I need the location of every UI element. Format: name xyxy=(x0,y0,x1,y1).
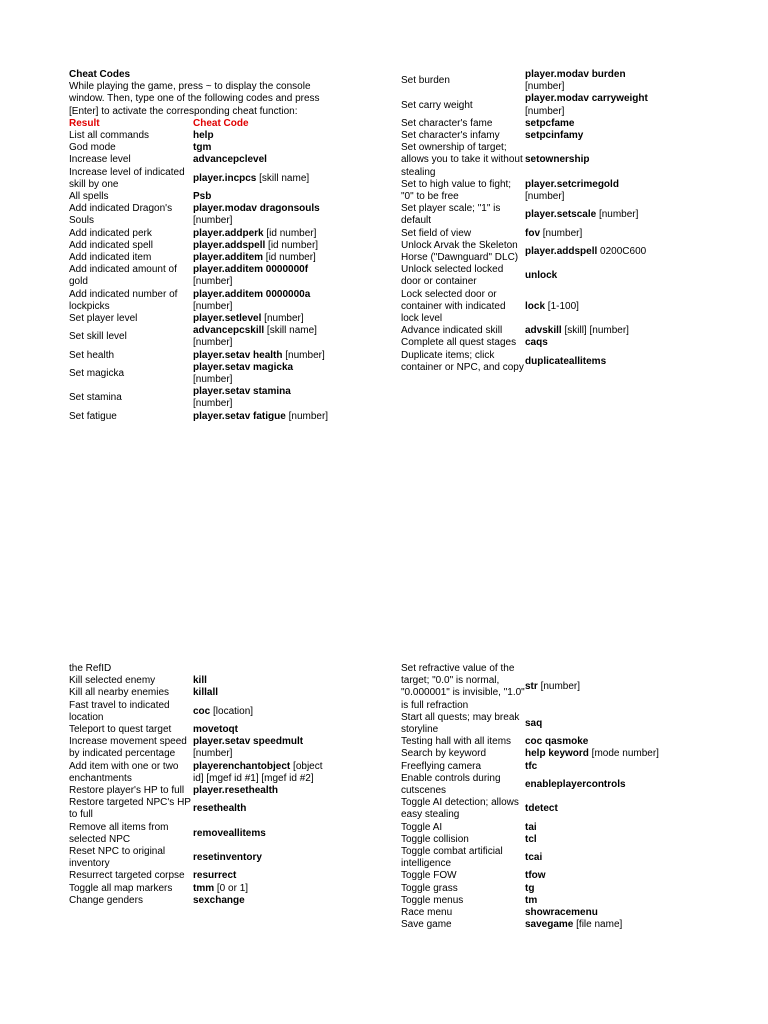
code-command: duplicateallitems xyxy=(525,355,607,367)
table-row xyxy=(401,797,701,821)
result-cell: Add indicated perk xyxy=(69,227,152,239)
table-row xyxy=(401,130,701,142)
code-cell xyxy=(525,209,660,221)
table-row xyxy=(401,761,701,773)
table-row xyxy=(69,870,369,882)
code-cell xyxy=(193,675,333,687)
cheat-table-col3 xyxy=(69,663,369,907)
code-argument: [skill name] xyxy=(256,172,310,184)
code-command: advancepclevel xyxy=(193,154,267,166)
code-cell xyxy=(525,822,660,834)
result-cell: Duplicate items; click container or NPC, and copy xyxy=(401,349,524,373)
code-argument: [number] xyxy=(285,410,329,422)
result-cell: Add indicated item xyxy=(69,252,152,264)
code-command: tfow xyxy=(525,870,546,882)
result-cell: the RefID xyxy=(69,663,112,674)
table-header xyxy=(69,118,369,130)
code-cell xyxy=(193,154,333,166)
code-command: player.resethealth xyxy=(193,785,279,797)
result-cell: Resurrect targeted corpse xyxy=(69,870,185,882)
code-argument: [number] xyxy=(525,81,565,93)
result-cell: Add indicated spell xyxy=(69,239,153,251)
result-cell: Set fatigue xyxy=(69,410,117,422)
result-cell: Add indicated amount of gold xyxy=(69,264,177,288)
table-row xyxy=(401,712,701,736)
code-cell xyxy=(525,337,660,349)
table-row xyxy=(401,822,701,834)
code-argument: [number] xyxy=(282,349,325,361)
table-row xyxy=(401,93,701,117)
code-command: tfc xyxy=(525,760,538,772)
code-cell xyxy=(525,919,660,931)
code-cell xyxy=(193,240,333,252)
table-row xyxy=(69,895,369,907)
code-cell xyxy=(193,203,333,227)
result-cell: Set refractive value of the target; "0.0" is normal, "0.000001" is invisible, "1.0" is full refraction xyxy=(401,663,525,711)
code-command: player.modav carryweight xyxy=(525,93,648,105)
code-command: setpcinfamy xyxy=(525,130,584,142)
result-cell: Unlock Arvak the Skeleton Horse ("Dawnguard" DLC) xyxy=(401,239,519,264)
table-row xyxy=(401,773,701,797)
result-cell: Start all quests; may break storyline xyxy=(401,711,520,736)
result-cell: Toggle all map markers xyxy=(69,882,173,894)
table-row xyxy=(401,919,701,931)
table-row xyxy=(69,883,369,895)
code-command: help keyword xyxy=(525,748,589,760)
code-cell xyxy=(525,154,660,166)
table-row xyxy=(69,411,369,423)
code-command: playerenchantobject xyxy=(193,760,291,772)
code-cell xyxy=(525,246,660,258)
result-cell: Add indicated number of lockpicks xyxy=(69,288,178,312)
code-argument: 0200C600 xyxy=(597,245,647,257)
code-cell xyxy=(193,803,333,815)
table-row xyxy=(69,264,369,288)
code-argument: [id number] xyxy=(263,227,317,239)
table-row xyxy=(69,846,369,870)
result-cell: Set character's fame xyxy=(401,117,493,129)
table-row xyxy=(401,907,701,919)
table-row xyxy=(69,325,369,349)
table-row xyxy=(401,179,701,203)
code-cell xyxy=(193,289,333,313)
result-cell: Restore player's HP to full xyxy=(69,785,185,797)
code-command: player.modav burden xyxy=(525,69,626,80)
code-cell xyxy=(525,130,660,142)
code-cell xyxy=(525,834,660,846)
result-cell: All spells xyxy=(69,191,109,203)
table-row xyxy=(69,252,369,264)
result-cell: Set player level xyxy=(69,313,138,325)
header-code: Cheat Code xyxy=(193,117,249,129)
code-command: advancepcskill xyxy=(193,325,265,337)
table-row xyxy=(401,325,701,337)
result-cell: Set carry weight xyxy=(401,99,473,111)
result-cell: Toggle combat artificial intelligence xyxy=(401,846,503,870)
code-command: player.additem xyxy=(193,252,264,264)
result-cell: Toggle AI detection; allows easy stealing xyxy=(401,797,519,821)
result-cell: Set to high value to fight; "0" to be free xyxy=(401,178,512,203)
code-argument: [number] xyxy=(540,227,583,239)
code-cell xyxy=(525,803,660,815)
table-row xyxy=(401,350,701,374)
code-cell xyxy=(193,362,333,386)
code-command: tgm xyxy=(193,142,212,154)
code-cell xyxy=(193,895,333,907)
result-cell: God mode xyxy=(69,142,116,154)
page2-left xyxy=(69,663,369,907)
code-command: enableplayercontrols xyxy=(525,778,626,790)
result-cell: Complete all quest stages xyxy=(401,337,517,349)
code-command: player.setav fatigue xyxy=(193,410,286,422)
code-cell xyxy=(193,411,333,423)
code-cell xyxy=(193,142,333,154)
code-command: savegame xyxy=(525,919,574,931)
code-cell xyxy=(525,681,660,693)
code-argument: [skill] [number] xyxy=(561,325,629,337)
page1-right xyxy=(401,69,701,374)
code-cell xyxy=(525,325,660,337)
code-argument: [number] xyxy=(193,748,233,760)
code-command: tm xyxy=(525,894,538,906)
table-row xyxy=(69,142,369,154)
code-argument: [number] xyxy=(193,398,233,410)
table-row xyxy=(69,822,369,846)
result-cell: Toggle grass xyxy=(401,882,458,894)
code-command: str xyxy=(525,681,538,693)
code-cell xyxy=(525,761,660,773)
code-command: player.additem 0000000f xyxy=(193,264,309,276)
code-argument: [file name] xyxy=(573,919,623,931)
result-cell: Race menu xyxy=(401,907,453,919)
table-row xyxy=(401,203,701,227)
code-cell xyxy=(525,718,660,730)
code-command: player.incpcs xyxy=(193,172,257,184)
code-command: killall xyxy=(193,687,219,699)
code-command: unlock xyxy=(525,270,558,282)
result-cell: Set field of view xyxy=(401,227,472,239)
code-cell xyxy=(193,785,333,797)
table-row xyxy=(401,870,701,882)
code-command: kill xyxy=(193,675,207,687)
code-argument: [number] xyxy=(193,276,233,288)
result-cell: Set stamina xyxy=(69,392,122,404)
code-cell xyxy=(193,350,333,362)
code-command: coc xyxy=(193,705,211,717)
code-command: player.setcrimegold xyxy=(525,178,619,190)
code-command: player.addperk xyxy=(193,227,264,239)
table-row xyxy=(69,191,369,203)
code-command: help xyxy=(193,130,214,142)
table-row xyxy=(69,663,369,675)
code-argument: [number] xyxy=(193,300,233,312)
result-cell: Add item with one or two enchantments xyxy=(69,760,179,784)
code-cell xyxy=(525,118,660,130)
cheat-table-col2 xyxy=(401,69,701,374)
code-argument: [id number] xyxy=(265,239,319,251)
code-command: player.setav health xyxy=(193,349,283,361)
result-cell: Set health xyxy=(69,349,115,361)
code-cell xyxy=(193,228,333,240)
result-cell: Restore targeted NPC's HP to full xyxy=(69,797,191,821)
code-cell xyxy=(525,852,660,864)
code-command: player.setav magicka xyxy=(193,361,294,373)
code-command: setownership xyxy=(525,154,590,166)
code-argument: [number] xyxy=(193,374,233,386)
code-command: caqs xyxy=(525,337,548,349)
code-cell xyxy=(525,907,660,919)
table-row xyxy=(69,724,369,736)
code-cell xyxy=(525,883,660,895)
code-command: player.setav stamina xyxy=(193,386,291,398)
table-row xyxy=(401,142,701,179)
table-row xyxy=(401,834,701,846)
table-row xyxy=(401,69,701,93)
code-cell xyxy=(193,736,333,760)
code-cell xyxy=(525,228,660,240)
table-row xyxy=(401,240,701,264)
result-cell: Fast travel to indicated location xyxy=(69,699,170,723)
code-command: resurrect xyxy=(193,870,237,882)
table-row xyxy=(401,883,701,895)
code-argument: [number] xyxy=(193,215,233,227)
table-row xyxy=(401,895,701,907)
code-cell xyxy=(193,883,333,895)
table-row xyxy=(69,228,369,240)
code-command: tmm xyxy=(193,882,215,894)
table-row xyxy=(69,797,369,821)
code-cell xyxy=(525,69,660,93)
table-row xyxy=(69,386,369,410)
cheat-table-col4 xyxy=(401,663,701,931)
code-command: advskill xyxy=(525,325,562,337)
result-cell: Unlock selected locked door or container xyxy=(401,264,504,288)
table-row xyxy=(401,337,701,349)
table-row xyxy=(401,663,701,712)
code-cell xyxy=(525,356,660,368)
result-cell: Remove all items from selected NPC xyxy=(69,821,169,845)
code-cell xyxy=(193,761,333,785)
result-cell: Freeflying camera xyxy=(401,760,482,772)
code-argument: [1-100] xyxy=(545,300,579,312)
result-cell: Increase level xyxy=(69,154,131,166)
table-row xyxy=(401,846,701,870)
page1-left xyxy=(69,69,369,423)
table-row xyxy=(401,118,701,130)
result-cell: Lock selected door or container with indicated lock level xyxy=(401,288,506,325)
table-row xyxy=(69,687,369,699)
code-cell xyxy=(193,173,333,185)
table-row xyxy=(69,736,369,760)
result-cell: Save game xyxy=(401,919,452,931)
code-cell xyxy=(193,130,333,142)
code-command: player.additem 0000000a xyxy=(193,288,311,300)
code-cell xyxy=(525,301,660,313)
code-cell xyxy=(525,870,660,882)
code-command: setpcfame xyxy=(525,117,575,129)
result-cell: Reset NPC to original inventory xyxy=(69,846,166,870)
result-cell: Search by keyword xyxy=(401,748,487,760)
result-cell: Change genders xyxy=(69,894,143,906)
code-argument: [number] xyxy=(596,209,639,221)
result-cell: Teleport to quest target xyxy=(69,724,172,736)
code-command: saq xyxy=(525,717,543,729)
code-cell xyxy=(525,895,660,907)
table-row xyxy=(69,130,369,142)
code-cell xyxy=(193,724,333,736)
result-cell: Set burden xyxy=(401,75,450,87)
code-command: player.setlevel xyxy=(193,313,262,325)
result-cell: Advance indicated skill xyxy=(401,325,503,337)
table-row xyxy=(401,264,701,288)
code-cell xyxy=(193,191,333,203)
table-row xyxy=(401,228,701,240)
result-cell: Increase level of indicated skill by one xyxy=(69,166,185,190)
table-row xyxy=(69,313,369,325)
code-command: resetinventory xyxy=(193,852,262,864)
code-cell xyxy=(525,270,660,282)
result-cell: Set character's infamy xyxy=(401,130,500,142)
table-row xyxy=(401,736,701,748)
code-command: tdetect xyxy=(525,803,558,815)
code-command: tcai xyxy=(525,852,543,864)
code-command: sexchange xyxy=(193,894,245,906)
code-cell xyxy=(525,179,660,203)
result-cell: Kill all nearby enemies xyxy=(69,687,170,699)
table-row xyxy=(69,203,369,227)
table-row xyxy=(69,154,369,166)
code-command: player.addspell xyxy=(193,239,266,251)
code-cell xyxy=(525,93,660,117)
table-row xyxy=(401,289,701,326)
code-argument: [number] xyxy=(261,313,304,325)
code-cell xyxy=(193,706,333,718)
code-command: coc qasmoke xyxy=(525,736,589,748)
header-result: Result xyxy=(69,117,100,129)
code-argument: [id number] xyxy=(263,252,316,264)
table-row xyxy=(69,350,369,362)
code-argument: [number] xyxy=(537,681,581,693)
code-command: tg xyxy=(525,882,535,894)
result-cell: Set ownership of target; allows you to take it without stealing xyxy=(401,142,523,178)
code-command: player.setav speedmult xyxy=(193,736,304,748)
code-command: fov xyxy=(525,227,540,239)
code-command: removeallitems xyxy=(193,827,266,839)
result-cell: Set skill level xyxy=(69,331,127,343)
code-cell xyxy=(193,313,333,325)
code-cell xyxy=(193,252,333,264)
code-command: Psb xyxy=(193,191,212,203)
code-argument: [location] xyxy=(210,705,254,717)
code-command: movetoqt xyxy=(193,724,238,736)
table-row xyxy=(69,167,369,191)
intro-text: While playing the game, press ~ to display the console window. Then, type one of the following codes and press [Enter] to activate the corresponding cheat function: xyxy=(69,81,320,117)
code-command: showracemenu xyxy=(525,907,598,919)
code-command: player.setscale xyxy=(525,209,597,221)
result-cell: Set player scale; "1" is default xyxy=(401,203,501,227)
result-cell: Enable controls during cutscenes xyxy=(401,772,501,797)
code-command: resethealth xyxy=(193,803,247,815)
page2-right xyxy=(401,663,701,931)
table-row xyxy=(69,289,369,313)
table-row xyxy=(69,240,369,252)
table-row xyxy=(401,748,701,760)
code-cell xyxy=(525,748,660,760)
table-row xyxy=(69,761,369,785)
result-cell: Kill selected enemy xyxy=(69,675,156,687)
result-cell: Toggle AI xyxy=(401,821,443,833)
code-argument: [number] xyxy=(525,191,565,203)
result-cell: Toggle FOW xyxy=(401,870,457,882)
result-cell: Set magicka xyxy=(69,367,125,379)
result-cell: Increase movement speed by indicated percentage xyxy=(69,736,187,760)
result-cell: Testing hall with all items xyxy=(401,736,512,748)
code-argument: [number] xyxy=(525,105,565,117)
table-row xyxy=(69,700,369,724)
result-cell: Toggle collision xyxy=(401,833,469,845)
result-cell: List all commands xyxy=(69,130,150,142)
code-command: lock xyxy=(525,300,546,312)
page-title: Cheat Codes xyxy=(69,69,131,80)
code-cell xyxy=(525,736,660,748)
code-cell xyxy=(193,852,333,864)
table-row xyxy=(69,675,369,687)
table-row xyxy=(69,362,369,386)
code-cell xyxy=(193,687,333,699)
table-row xyxy=(69,785,369,797)
code-argument: [mode number] xyxy=(588,748,659,760)
result-cell: Toggle menus xyxy=(401,894,464,906)
code-command: tcl xyxy=(525,833,537,845)
code-cell xyxy=(193,386,333,410)
code-command: tai xyxy=(525,821,537,833)
code-argument: [object id] [mgef id #1] [mgef id #2] xyxy=(193,760,323,784)
code-cell xyxy=(193,264,333,288)
result-cell: Add indicated Dragon's Souls xyxy=(69,203,173,227)
code-command: player.modav dragonsouls xyxy=(193,203,320,215)
code-command: player.addspell xyxy=(525,245,598,257)
code-cell xyxy=(193,870,333,882)
code-argument: [0 or 1] xyxy=(214,882,249,894)
code-cell xyxy=(193,325,333,349)
code-cell xyxy=(193,828,333,840)
code-cell xyxy=(525,779,660,791)
code-argument: [skill name] [number] xyxy=(193,325,317,349)
cheat-table-col1 xyxy=(69,130,369,423)
